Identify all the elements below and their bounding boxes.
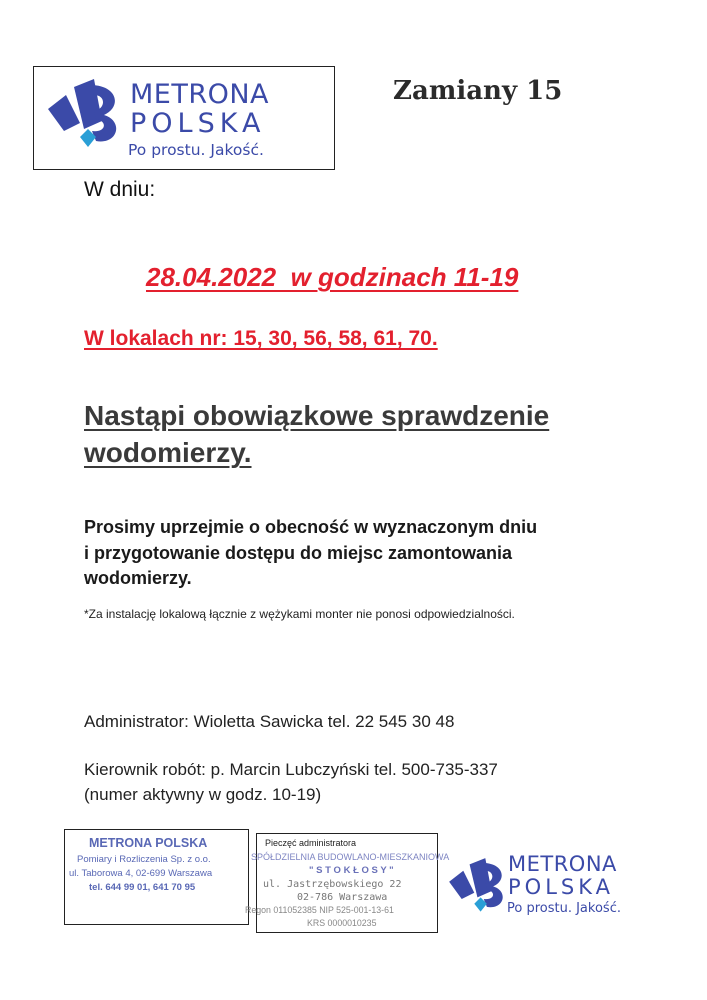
request-line-2: i przygotowanie dostępu do miejsc zamontowania — [84, 543, 513, 563]
headline-line-1: Nastąpi obowiązkowe sprawdzenie — [84, 400, 550, 431]
headline-line-2: wodomierzy. — [84, 437, 252, 468]
apartment-numbers: W lokalach nr: 15, 30, 56, 58, 61, 70. — [84, 327, 438, 350]
header-logo-box — [33, 66, 335, 170]
request-line-3: wodomierzy. — [84, 568, 192, 588]
footer-logo-tagline: Po prostu. Jakość. — [507, 901, 621, 916]
date-time: 28.04.2022 w godzinach 11-19 — [146, 262, 519, 292]
metrona-footer-logo-icon — [446, 855, 512, 921]
stamp-admin-coop-name: " S T O K Ł O S Y " — [309, 865, 394, 876]
request-line-1: Prosimy uprzejmie o obecność w wyznaczonym dniu — [84, 517, 538, 537]
stamp-metrona-phone: tel. 644 99 01, 641 70 95 — [89, 882, 196, 893]
footer-logo-line-metrona: METRONA — [508, 852, 617, 876]
footer-logo-line-polska: POLSKA — [508, 875, 614, 899]
stamp-admin-street: ul. Jastrzębowskiego 22 — [263, 879, 402, 890]
site-manager-contact: Kierownik robót: p. Marcin Lubczyński tel. 500-735-337 — [84, 760, 498, 779]
site-manager-hours: (numer aktywny w godz. 10-19) — [84, 785, 322, 804]
stamp-admin-krs: KRS 0000010235 — [307, 918, 377, 928]
metrona-stamp — [64, 829, 249, 925]
stamp-admin-regon: Regon 011052385 NIP 525-001-13-61 — [245, 905, 394, 915]
stamp-admin-city: 02-786 Warszawa — [297, 892, 388, 903]
stamp-metrona-name: METRONA POLSKA — [89, 836, 208, 850]
stamp-metrona-address: ul. Taborowa 4, 02-699 Warszawa — [69, 868, 213, 879]
stamp-admin-caption: Pieczęć administratora — [265, 838, 357, 848]
logo-line-polska: POLSKA — [130, 108, 266, 139]
date-label: W dniu: — [84, 178, 156, 201]
stamp-admin-coop: SPÓŁDZIELNIA BUDOWLANO-MIESZKANIOWA — [251, 852, 450, 862]
metrona-logo-icon — [44, 75, 128, 159]
footnote: *Za instalację lokalową łącznie z wężykami monter nie ponosi odpowiedzialności. — [84, 607, 515, 621]
administrator-stamp — [245, 833, 450, 933]
logo-tagline: Po prostu. Jakość. — [128, 141, 264, 159]
logo-line-metrona: METRONA — [130, 79, 270, 110]
document-title: Zamiany 15 — [393, 76, 563, 106]
administrator-contact: Administrator: Wioletta Sawicka tel. 22 545 30 48 — [84, 712, 455, 731]
stamp-metrona-company: Pomiary i Rozliczenia Sp. z o.o. — [77, 854, 211, 865]
